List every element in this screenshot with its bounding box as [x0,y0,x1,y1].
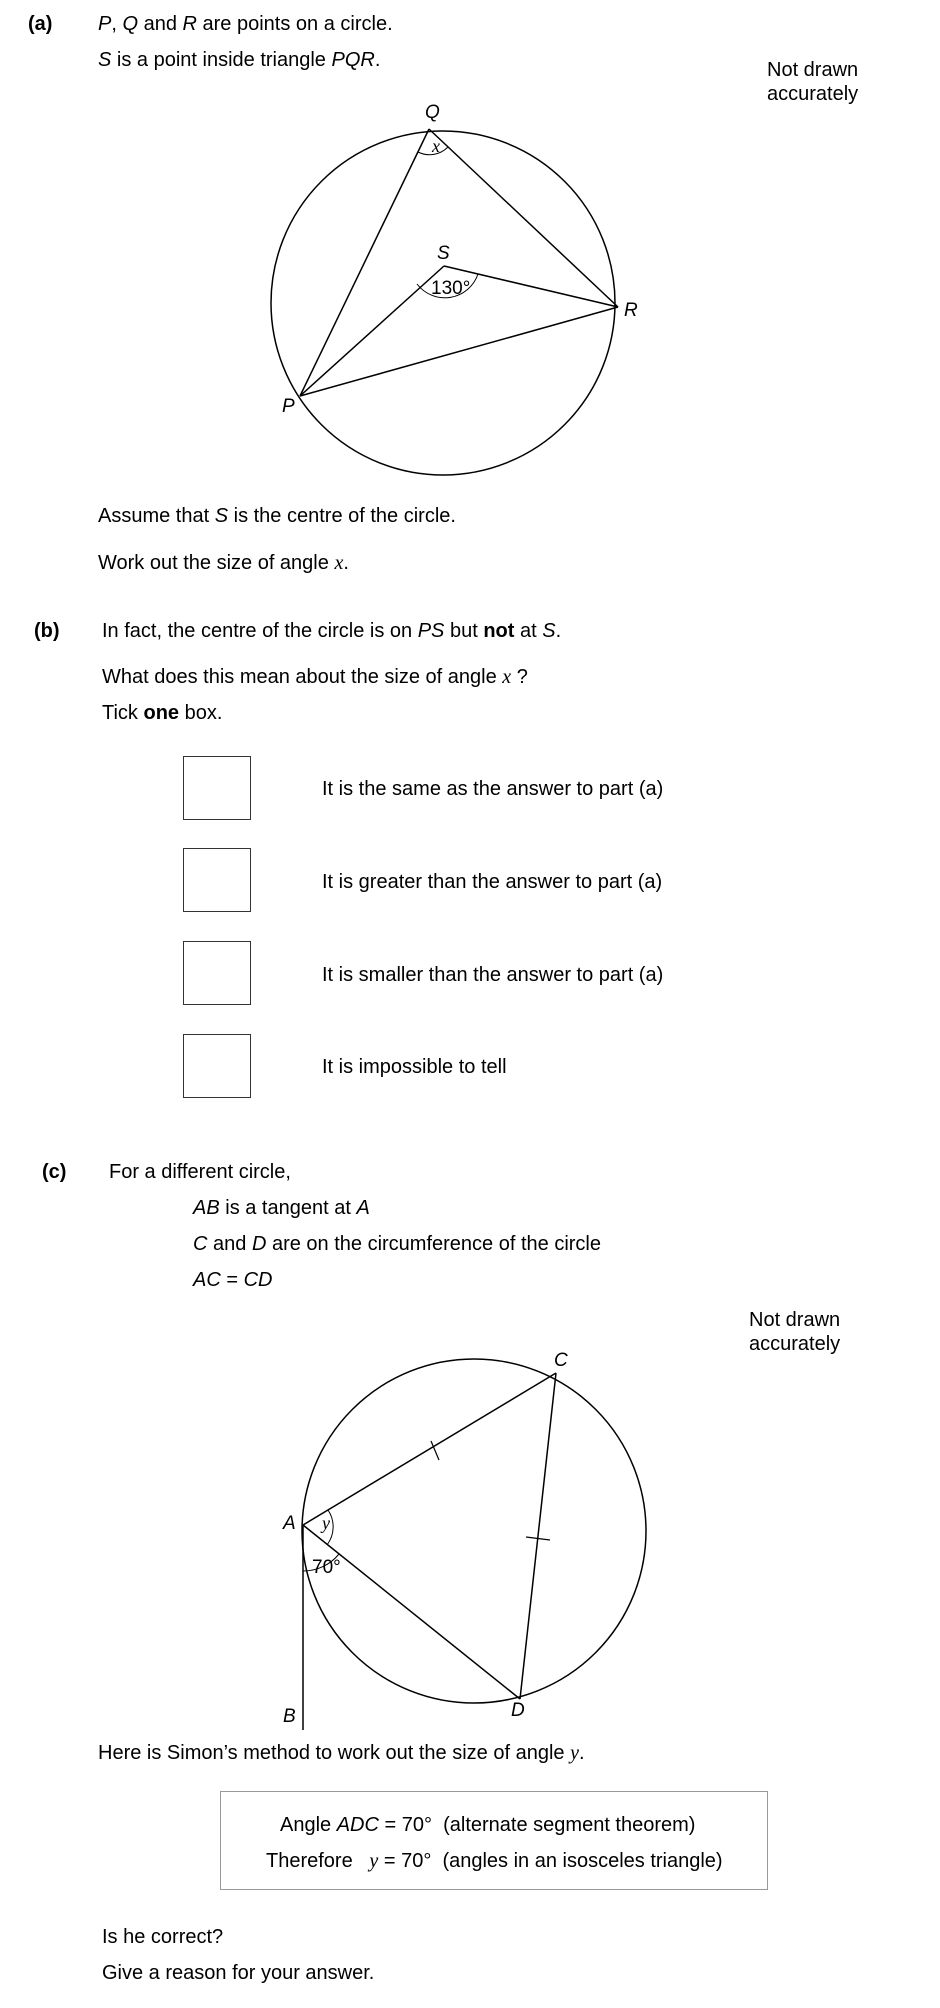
part-c-not-drawn: Not drawn accurately [749,1309,841,1355]
method-line-1: Angle ADC = 70° (alternate segment theorem) [280,1814,696,1836]
work-out-text: Work out the size of angle x. [98,552,349,574]
label-angle-130: 130° [431,278,471,299]
part-a-not-drawn: Not drawn accurately [767,59,859,105]
part-c-condition-3: AC = CD [193,1269,273,1291]
label-d: D [511,1700,525,1721]
method-line-2: Therefore y = 70° (angles in an isosceles triangle) [266,1850,723,1872]
label-q: Q [425,102,440,123]
chord-ac [303,1373,556,1525]
diagram-c [302,1359,646,1730]
option-impossible: It is impossible to tell [322,1056,507,1078]
tick-box-impossible[interactable] [183,1034,251,1098]
part-c-condition-1: AB is a tangent at A [193,1197,370,1219]
label-c: C [554,1350,568,1371]
label-b: B [283,1706,296,1727]
label-y: y [322,1513,330,1533]
part-c-condition-2: C and D are on the circumference of the circle [193,1233,601,1255]
part-c-intro: For a different circle, [109,1161,291,1183]
chord-qp [300,129,429,396]
part-a-line1: P, Q and R are points on a circle. [98,13,393,35]
part-a-line2: S is a point inside triangle PQR. [98,49,381,71]
give-reason: Give a reason for your answer. [102,1962,375,1984]
part-c-label: (c) [42,1161,67,1183]
is-he-correct: Is he correct? [102,1926,224,1948]
assume-text: Assume that S is the centre of the circle. [98,505,456,527]
method-box [220,1791,768,1890]
label-r: R [624,300,638,321]
part-b-label: (b) [34,620,60,642]
label-s: S [437,243,450,264]
part-a-label: (a) [28,13,53,35]
label-angle-70: 70° [312,1557,341,1578]
chord-cd [520,1373,556,1699]
tick-box-smaller[interactable] [183,941,251,1005]
diagram-a [271,129,618,475]
option-same: It is the same as the answer to part (a) [322,778,664,800]
chord-pr [300,307,618,396]
tick-box-same[interactable] [183,756,251,820]
method-intro: Here is Simon’s method to work out the size of angle y. [98,1742,585,1764]
option-smaller: It is smaller than the answer to part (a) [322,964,664,986]
tick-box-greater[interactable] [183,848,251,912]
part-b-question: What does this mean about the size of angle x ? [102,666,528,688]
label-a: A [283,1513,296,1534]
circle-a [271,131,615,475]
part-b-fact: In fact, the centre of the circle is on PS but not at S. [102,620,562,642]
circle-c [302,1359,646,1703]
label-x: x [432,136,440,156]
label-p: P [282,396,295,417]
chord-ad [303,1525,520,1699]
option-greater: It is greater than the answer to part (a) [322,871,663,893]
part-b-tick-instruction: Tick one box. [102,702,223,724]
